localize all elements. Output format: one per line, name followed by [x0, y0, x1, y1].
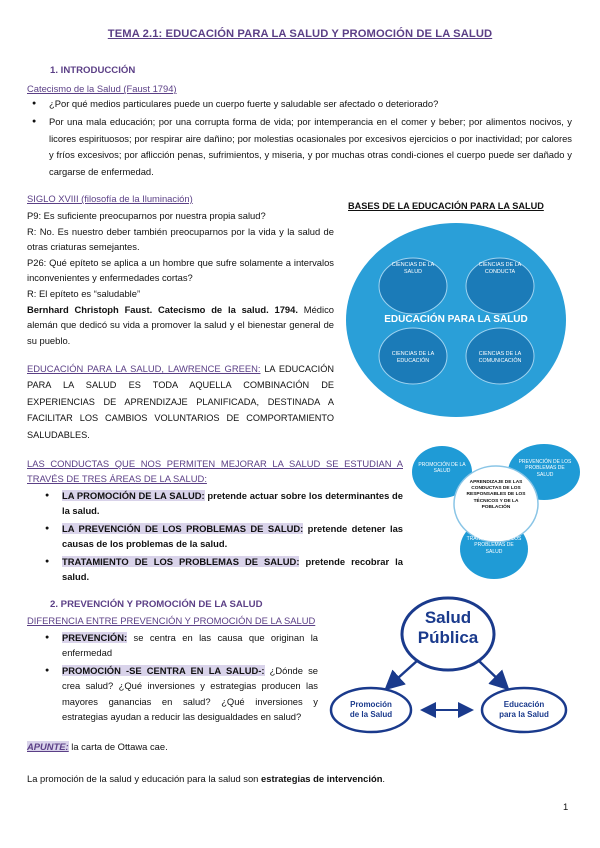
salud-publica-line2: Pública [417, 628, 479, 647]
item-text: pretende actuar sobre los determinantes de la salud. [62, 490, 403, 517]
node-label: CIENCIAS DE LA COMUNICACIÓN [478, 351, 522, 364]
item-text: ¿Dónde se crea salud? ¿Qué inversiones y estrategias producen las mayores ganancias en salud? ¿Qué inversiones y estrategias ayudan a reducir las desigualdades en salud? [62, 664, 318, 723]
item-label: PREVENCIÓN: [62, 632, 128, 643]
bases-center-label: EDUCACIÓN PARA LA SALUD [384, 314, 528, 325]
area-center-label: APRENDIZAJE DE LAS CONDUCTAS DE LOS RESPONSABLES DE LOS TÉCNICOS Y DE LA POBLACIÓN [466, 480, 526, 510]
section-2-heading: 2. PREVENCIÓN Y PROMOCIÓN DE LA SALUD [50, 599, 263, 610]
promocion-line1: Promoción [350, 700, 392, 709]
closing-text: La promoción de la salud y educación para la salud son [27, 773, 262, 784]
list-item [27, 97, 572, 111]
list-item [40, 630, 318, 661]
closing-bold: estrategias de intervención [261, 773, 383, 784]
conductas-heading: LAS CONDUCTAS QUE NOS PERMITEN MEJORAR LA SALUD SE ESTUDIAN A TRAVÉS DE TRES ÁREAS DE LA SALUD: [27, 458, 403, 484]
node-label: CIENCIAS DE LA CONDUCTA [478, 262, 522, 275]
faust-citation: Bernhard Christoph Faust. Catecismo de la salud. 1794. [27, 303, 298, 315]
list-item [40, 488, 403, 519]
section-1-heading: 1. INTRODUCCIÓN [50, 65, 136, 76]
item-label: LA PROMOCIÓN DE LA SALUD: [62, 490, 205, 501]
green-definition [27, 361, 334, 443]
area-label: PREVENCIÓN DE LOS PROBLEMAS DE SALUD [518, 459, 572, 478]
faust-paragraph [27, 302, 334, 349]
catecismo-heading: Catecismo de la Salud (Faust 1794) [27, 83, 177, 94]
item-label: LA PREVENCIÓN DE LOS PROBLEMAS DE SALUD: [62, 522, 304, 534]
salud-publica-label [402, 608, 494, 648]
bullet-text: ¿Por qué medios particulares puede un cuerpo fuerte y saludable ser afectado o deteriorado? [49, 98, 439, 109]
faust-description: Médico alemán que dedicó su vida a promover la salud y el bienestar general de su pueblo. [27, 303, 335, 346]
promocion-label [331, 700, 411, 720]
qa-line: P26: Qué epíteto se aplica a un hombre que sufre solamente a intervalos inconvenientes y enfermedades cortas? [27, 256, 334, 284]
page-title: TEMA 2.1: EDUCACIÓN PARA LA SALUD Y PROMOCIÓN DE LA SALUD [107, 28, 493, 40]
list-item [40, 554, 403, 585]
educacion-line2: para la Salud [499, 710, 549, 719]
bases-diagram [340, 196, 580, 436]
page-number: 1 [563, 801, 569, 812]
qa-line: R: El epíteto es “saludable” [27, 287, 141, 299]
promocion-line2: de la Salud [349, 710, 393, 719]
qa-line: R: No. Es nuestro deber también preocuparnos por la vida y la salud de otras criaturas semejantes. [27, 225, 334, 253]
closing-line [27, 772, 385, 786]
diferencia-heading: DIFERENCIA ENTRE PREVENCIÓN Y PROMOCIÓN DE LA SALUD [27, 615, 316, 626]
siglo-block [27, 208, 334, 348]
apunte-line [27, 740, 168, 754]
educacion-line1: Educación [503, 700, 545, 709]
bullet-text: Por una mala educación; por una corrupta forma de vida; por intemperancia en el comer y beber; por alimentos nocivos, y licores espirituosos; por respirar aire dañino; por molestias ocasionales por excesivos ejercicios o por inactividad; por calores y fríos excesivos; por aflicción penas, sufrimientos, y miseria, y por muchas otras condi-ciones el cuerpo puede ser dañado y cargarse de enfermedad. [49, 116, 572, 177]
area-label: PROMOCIÓN DE LA SALUD [418, 462, 466, 475]
area-label: TRATAMIENTO DE LOS PROBLEMAS DE SALUD [466, 536, 522, 555]
item-label: TRATAMIENTO DE LOS PROBLEMAS DE SALUD: [62, 555, 300, 567]
item-text: se centra en las causa que originan la enfermedad [62, 632, 318, 659]
areas-diagram [412, 442, 582, 582]
qa-line: P9: Es suficiente preocuparnos por nuestra propia salud? [27, 210, 266, 221]
item-text: pretende recobrar la salud. [62, 555, 404, 583]
salud-publica-diagram [326, 592, 576, 740]
green-text: LA EDUCACIÓN PARA LA SALUD ES TODA AQUELLA COMBINACIÓN DE EXPERIENCIAS DE APRENDIZAJE PLANIFICADA, DESTINADA A FACILITAR LOS CAMBIOS VOLUNTARIOS DE COMPORTAMIENTO SALUDABLES. [27, 364, 335, 440]
diferencia-list [40, 630, 318, 724]
arrow-left [388, 660, 418, 687]
node-label: CIENCIAS DE LA EDUCACIÓN [391, 351, 435, 364]
conductas-list [40, 488, 403, 584]
list-item [40, 521, 403, 552]
list-item [40, 663, 318, 725]
node-label: CIENCIAS DE LA SALUD [391, 262, 435, 275]
salud-publica-line1: Salud [424, 608, 472, 627]
list-item [27, 114, 572, 180]
bases-diagram-title: BASES DE LA EDUCACIÓN PARA LA SALUD [348, 201, 544, 211]
closing-end: . [382, 773, 386, 784]
apunte-label: APUNTE: [27, 741, 69, 752]
green-label: EDUCACIÓN PARA LA SALUD, LAWRENCE GREEN: [27, 363, 261, 374]
siglo-heading: SIGLO XVIII (filosofía de la Iluminación) [27, 193, 193, 204]
apunte-text: la carta de Ottawa cae. [68, 741, 168, 752]
catecismo-list [27, 97, 572, 180]
educacion-label [482, 700, 566, 720]
item-text: pretende detener las causas de los problemas de la salud. [62, 522, 403, 550]
item-label: PROMOCIÓN -SE CENTRA EN LA SALUD-: [62, 664, 265, 676]
arrow-right [478, 660, 506, 687]
